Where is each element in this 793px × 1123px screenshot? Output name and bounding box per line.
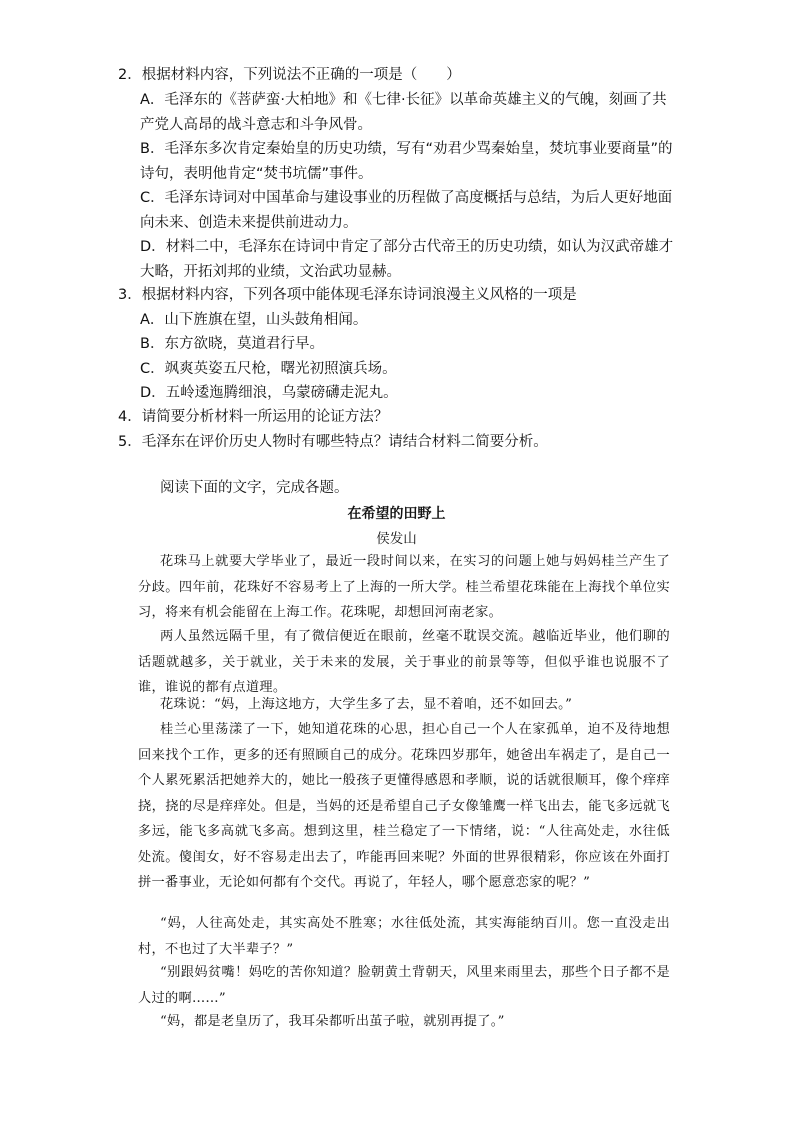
question-3-option-c: C．飒爽英姿五尺枪，曙光初照演兵场。 (140, 361, 397, 377)
passage-paragraph: 花珠说：“妈，上海这地方，大学生多了去，显不着咱，还不如回去。” (160, 697, 573, 712)
passage-paragraph: 桂兰心里荡漾了一下，她知道花珠的心思，担心自己一个人在家孤单，迫不及待地想回来找个工作，更多的还有照顾自己的成分。花珠四岁那年，她爸出车祸走了，是自己一个人累死累活把她养大的，她比一般孩子更懂得感恩和孝顺，说的话就很顺耳，像个痒痒挠，挠的尽是痒痒处。但是，当妈的还是希望自己子女像雏鹰一样飞出去，能飞多远就飞多远，能飞多高就飞多高。想到这里，桂兰稳定了一下情绪，说：“人往高处走，水往低处流。傻闺女，好不容易走出去了，咋能再回来呢？外面的世界很精彩，你应该在外面打拼一番事业，无论如何都有个交代。再说了，年轻人，哪个愿意恋家的呢？” (138, 722, 670, 890)
passage-paragraph: “别跟妈贫嘴！妈吃的苦你知道？脸朝黄土背朝天，风里来雨里去，那些个日子都不是人过的啊……” (138, 965, 670, 1006)
passage-paragraph: “妈，人往高处走，其实高处不胜寒；水往低处流，其实海能纳百川。您一直没走出村，不也过了大半辈子？” (138, 916, 670, 957)
question-3-stem: 3．根据材料内容，下列各项中能体现毛泽东诗词浪漫主义风格的一项是 (118, 287, 577, 303)
question-2-option-a: A．毛泽东的《菩萨蛮·大柏地》和《七律·长征》以革命英雄主义的气魄，刻画了共产党人高昂的战斗意志和斗争风骨。 (140, 92, 667, 133)
question-5: 5．毛泽东在评价历史人物时有哪些特点？请结合材料二简要分析。 (118, 434, 548, 450)
question-2-stem: 2．根据材料内容，下列说法不正确的一项是（ ） (118, 67, 461, 83)
question-2-option-b: B．毛泽东多次肯定秦始皇的历史功绩，写有“劝君少骂秦始皇，焚坑事业要商量”的诗句，表明他肯定“焚书坑儒”事件。 (140, 141, 673, 182)
passage-author: 侯发山 (376, 531, 417, 547)
passage-title: 在希望的田野上 (347, 506, 446, 522)
passage-paragraph: “妈，都是老皇历了，我耳朵都听出茧子啦，就别再提了。” (160, 1014, 505, 1029)
passage-paragraph: 两人虽然远隔千里，有了微信便近在眼前，丝毫不耽误交流。越临近毕业，他们聊的话题就越多，关于就业，关于未来的发展，关于事业的前景等等，但似乎谁也说服不了谁，谁说的都有点道理。 (138, 629, 670, 695)
question-3-option-a: A．山下旌旗在望，山头鼓角相闻。 (140, 312, 368, 328)
question-2-option-c: C．毛泽东诗词对中国革命与建设事业的历程做了高度概括与总结，为后人更好地面向未来、创造未来提供前进动力。 (140, 190, 673, 231)
reading-instructions: 阅读下面的文字，完成各题。 (160, 480, 349, 496)
question-3-option-b: B．东方欲晓，莫道君行早。 (140, 336, 324, 352)
passage-paragraph: 花珠马上就要大学毕业了，最近一段时间以来，在实习的问题上她与妈妈桂兰产生了分歧。四年前，花珠好不容易考上了上海的一所大学。桂兰希望花珠能在上海找个单位实习，将来有机会能留在上海工作。花珠呢，却想回河南老家。 (138, 554, 670, 620)
question-2-option-d: D．材料二中，毛泽东在诗词中肯定了部分古代帝王的历史功绩，如认为汉武帝雄才大略，开拓刘邦的业绩，文治武功显赫。 (140, 239, 674, 280)
question-4: 4．请简要分析材料一所运用的论证方法？ (118, 409, 389, 425)
question-3-option-d: D．五岭逶迤腾细浪，乌蒙磅礴走泥丸。 (140, 385, 398, 401)
